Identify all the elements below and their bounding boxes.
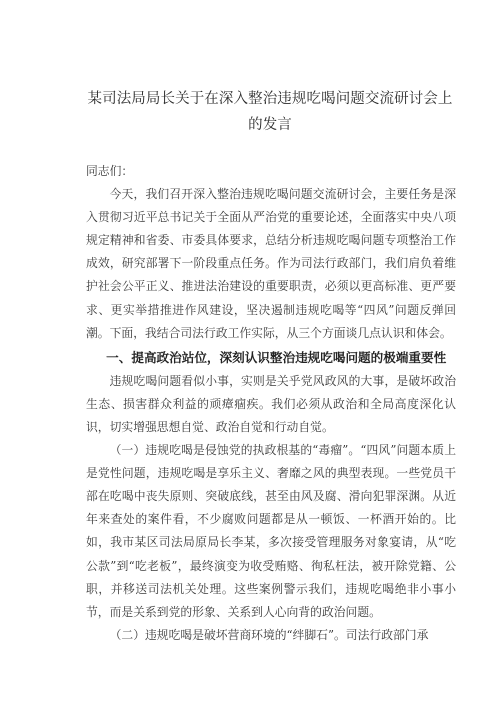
body-paragraph-2: （一）违规吃喝是侵蚀党的执政根基的“毒瘤”。“四风”问题本质上是党性问题，违规吃喝是享乐主义、奢靡之风的典型表现。一些党员干部在吃喝中丧失原则、突破底线，甚至由风及腐、滑向犯罪深渊。从近年来查处的案件看，不少腐败问题都是从一顿饭、一杯酒开始的。比如，我市某区司法局原局长李某，多次接受管理服务对象宴请，从“吃公款”到“吃老板”，最终演变为收受贿赂、徇私枉法，被开除党籍、公职，并移送司法机关处理。这些案例警示我们，违规吃喝绝非小事小节，而是关系到党的形象、关系到人心向背的政治问题。 (86, 443, 456, 619)
section-heading-1: 一、提高政治站位，深刻认识整治违规吃喝问题的极端重要性 (106, 349, 447, 365)
body-paragraph-1: 违规吃喝问题看似小事，实则是关乎党风政风的大事，是破坏政治生态、损害群众利益的顽瘴痼疾。我们必须从政治和全局高度深化认识，切实增强思想自觉、政治自觉和行动自觉。 (86, 373, 456, 434)
body-paragraph-3: （二）违规吃喝是破坏营商环境的“绊脚石”。司法行政部门承 (109, 627, 429, 642)
intro-paragraph: 今天，我们召开深入整治违规吃喝问题交流研讨会，主要任务是深入贯彻习近平总书记关于全面从严治党的重要论述，全面落实中央八项规定精神和省委、市委具体要求，总结分析违规吃喝问题专项整治工作成效，研究部署下一阶段重点任务。作为司法行政部门，我们肩负着维护社会公平正义、推进法治建设的重要职责，必须以更高标准、更严要求、更实举措推进作风建设，坚决遏制违规吃喝等“四风”问题反弹回潮。下面，我结合司法行政工作实际，从三个方面谈几点认识和体会。 (86, 187, 456, 340)
salutation: 同志们： (86, 164, 134, 178)
document-body (86, 160, 456, 647)
document-title: 某司法局局长关于在深入整治违规吃喝问题交流研讨会上的发言 (87, 91, 453, 133)
